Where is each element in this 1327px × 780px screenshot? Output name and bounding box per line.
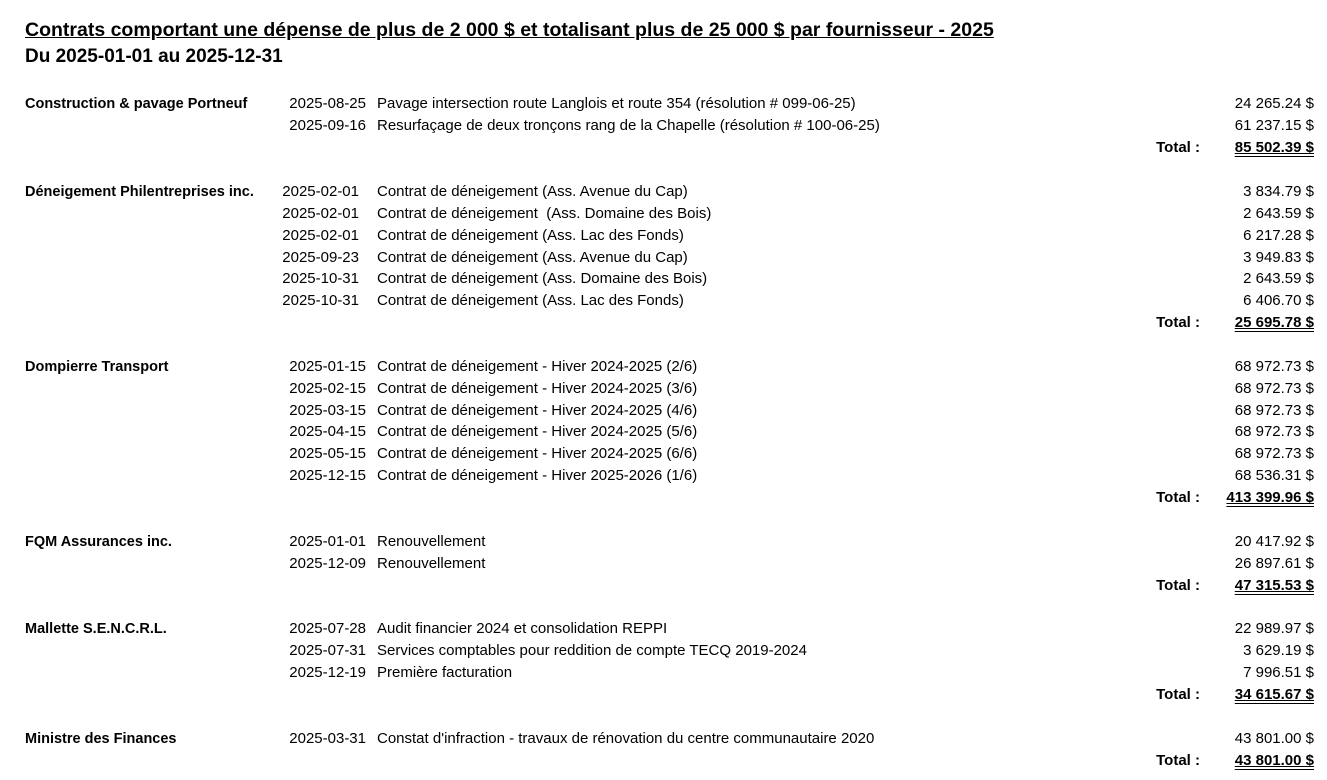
contract-date: 2025-12-15 — [289, 467, 366, 484]
contract-description: Contrat de déneigement (Ass. Avenue du Cap) — [377, 183, 688, 200]
contract-description: Contrat de déneigement - Hiver 2024-2025 (5/6) — [377, 423, 698, 440]
contract-description: Contrat de déneigement (Ass. Lac des Fonds) — [377, 227, 684, 244]
contract-amount: 2 643.59 $ — [1243, 270, 1314, 287]
contract-date: 2025-10-31 — [282, 292, 359, 309]
contract-amount: 3 949.83 $ — [1243, 249, 1314, 266]
contract-description: Première facturation — [377, 664, 513, 681]
contract-amount: 6 217.28 $ — [1243, 227, 1314, 244]
supplier-total: 25 695.78 $ — [1234, 314, 1314, 331]
contract-description: Resurfaçage de deux tronçons rang de la Chapelle (résolution # 100-06-25) — [377, 117, 880, 134]
contract-date: 2025-12-19 — [289, 664, 366, 681]
contract-date: 2025-08-25 — [289, 95, 366, 112]
contract-date: 2025-01-15 — [289, 358, 366, 375]
contract-date: 2025-02-01 — [282, 183, 359, 200]
supplier-name: Déneigement Philentreprises inc. — [25, 184, 254, 200]
total-label: Total : — [1156, 686, 1200, 703]
contract-amount: 68 972.73 $ — [1234, 423, 1314, 440]
contract-amount: 61 237.15 $ — [1234, 117, 1314, 134]
total-label: Total : — [1156, 489, 1200, 506]
supplier-name: Ministre des Finances — [25, 731, 177, 747]
supplier-name: FQM Assurances inc. — [25, 534, 172, 550]
contract-date: 2025-02-01 — [282, 205, 359, 222]
contract-description: Services comptables pour reddition de compte TECQ 2019-2024 — [377, 642, 807, 659]
contract-description: Contrat de déneigement - Hiver 2025-2026 (1/6) — [377, 467, 698, 484]
contract-amount: 24 265.24 $ — [1234, 95, 1314, 112]
contract-amount: 68 972.73 $ — [1234, 402, 1314, 419]
supplier-total: 47 315.53 $ — [1234, 577, 1314, 594]
contract-amount: 68 972.73 $ — [1234, 445, 1314, 462]
contract-description: Constat d'infraction - travaux de rénovation du centre communautaire 2020 — [377, 730, 875, 747]
contract-amount: 43 801.00 $ — [1234, 730, 1314, 747]
contract-description: Contrat de déneigement - Hiver 2024-2025 (2/6) — [377, 358, 698, 375]
contract-date: 2025-09-16 — [289, 117, 366, 134]
contract-description: Contrat de déneigement (Ass. Domaine des Bois) — [377, 270, 708, 287]
contract-amount: 2 643.59 $ — [1243, 205, 1314, 222]
contract-date: 2025-01-01 — [289, 533, 366, 550]
contract-amount: 7 996.51 $ — [1243, 664, 1314, 681]
contract-description: Audit financier 2024 et consolidation REPPI — [377, 620, 668, 637]
contract-amount: 22 989.97 $ — [1234, 620, 1314, 637]
contract-amount: 20 417.92 $ — [1234, 533, 1314, 550]
contract-description: Contrat de déneigement - Hiver 2024-2025 (4/6) — [377, 402, 698, 419]
contract-amount: 68 972.73 $ — [1234, 380, 1314, 397]
contract-description: Contrat de déneigement (Ass. Domaine des Bois) — [377, 205, 712, 222]
total-label: Total : — [1156, 577, 1200, 594]
supplier-name: Mallette S.E.N.C.R.L. — [25, 621, 167, 637]
contract-amount: 3 629.19 $ — [1243, 642, 1314, 659]
contract-amount: 68 536.31 $ — [1234, 467, 1314, 484]
contract-date: 2025-07-28 — [289, 620, 366, 637]
contract-date: 2025-05-15 — [289, 445, 366, 462]
contract-date: 2025-07-31 — [289, 642, 366, 659]
contract-amount: 6 406.70 $ — [1243, 292, 1314, 309]
total-label: Total : — [1156, 752, 1200, 769]
contract-amount: 68 972.73 $ — [1234, 358, 1314, 375]
contract-description: Contrat de déneigement - Hiver 2024-2025 (3/6) — [377, 380, 698, 397]
supplier-total: 413 399.96 $ — [1226, 489, 1314, 506]
contract-description: Pavage intersection route Langlois et route 354 (résolution # 099-06-25) — [377, 95, 856, 112]
supplier-total: 85 502.39 $ — [1234, 139, 1314, 156]
contract-date: 2025-09-23 — [282, 249, 359, 266]
supplier-total: 43 801.00 $ — [1234, 752, 1314, 769]
contract-description: Contrat de déneigement (Ass. Lac des Fonds) — [377, 292, 684, 309]
contract-date: 2025-02-15 — [289, 380, 366, 397]
total-label: Total : — [1156, 139, 1200, 156]
contract-date: 2025-02-01 — [282, 227, 359, 244]
contract-description: Renouvellement — [377, 533, 486, 550]
report-title: Contrats comportant une dépense de plus de 2 000 $ et totalisant plus de 25 000 $ par fournisseur - 2025 — [25, 19, 994, 41]
contract-amount: 3 834.79 $ — [1243, 183, 1314, 200]
contract-description: Contrat de déneigement - Hiver 2024-2025 (6/6) — [377, 445, 698, 462]
supplier-total: 34 615.67 $ — [1234, 686, 1314, 703]
supplier-name: Dompierre Transport — [25, 359, 169, 375]
contract-date: 2025-10-31 — [282, 270, 359, 287]
contract-amount: 26 897.61 $ — [1234, 555, 1314, 572]
contract-date: 2025-03-15 — [289, 402, 366, 419]
contract-date: 2025-03-31 — [289, 730, 366, 747]
contract-date: 2025-04-15 — [289, 423, 366, 440]
supplier-name: Construction & pavage Portneuf — [25, 96, 248, 112]
contract-description: Renouvellement — [377, 555, 486, 572]
contract-description: Contrat de déneigement (Ass. Avenue du Cap) — [377, 249, 688, 266]
report-period: Du 2025-01-01 au 2025-12-31 — [25, 46, 283, 67]
contract-date: 2025-12-09 — [289, 555, 366, 572]
total-label: Total : — [1156, 314, 1200, 331]
